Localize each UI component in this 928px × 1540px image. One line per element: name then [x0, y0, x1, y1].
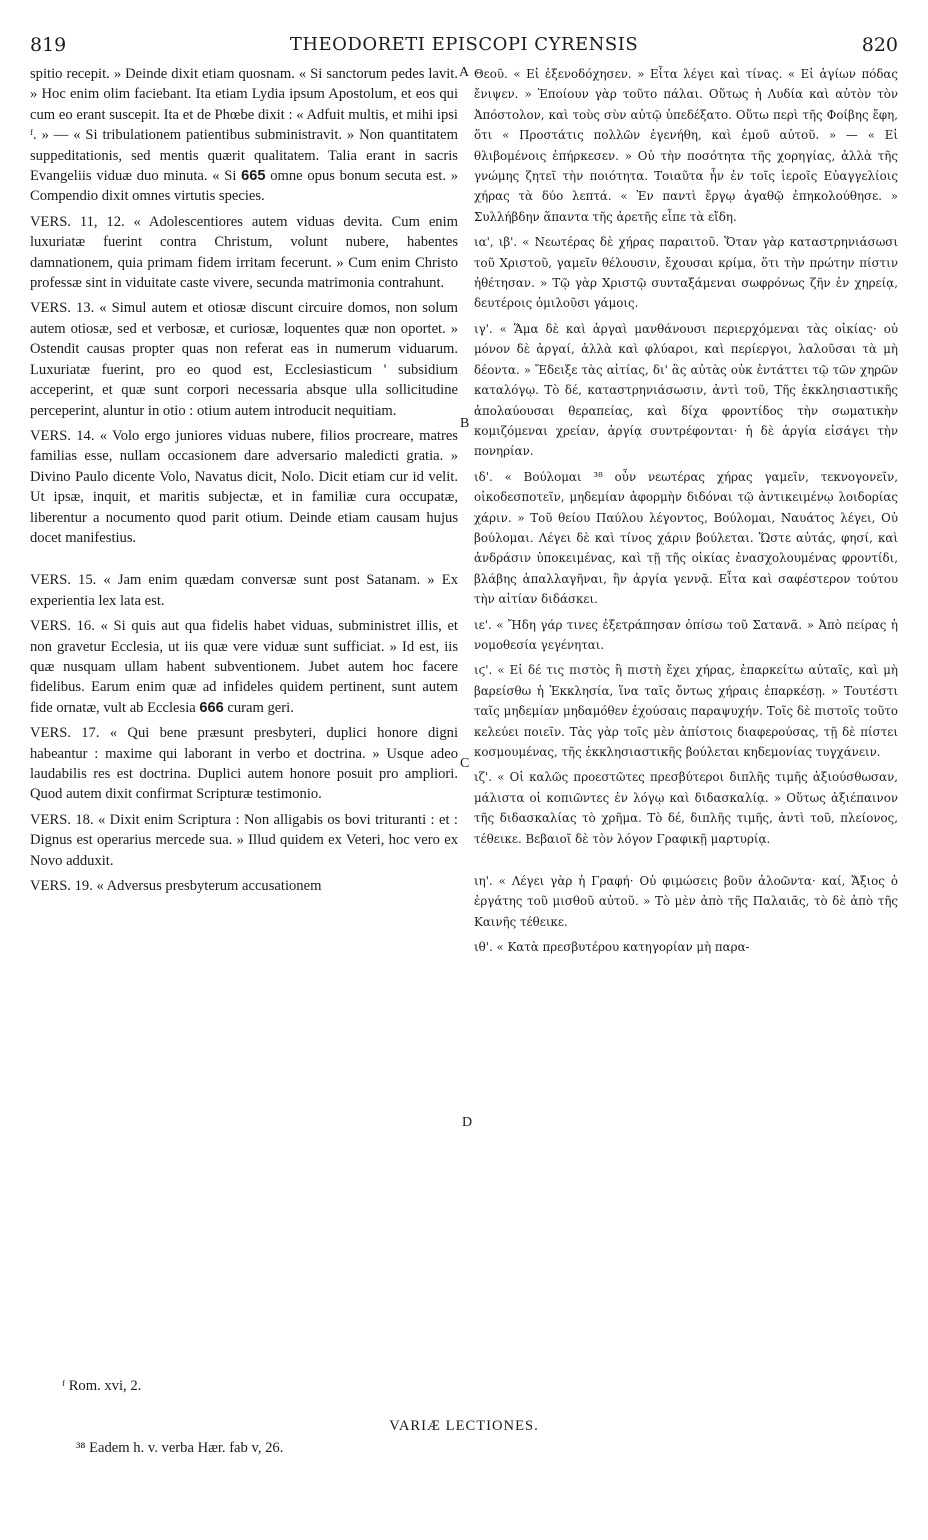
running-title: THEODORETI EPISCOPI CYRENSIS: [289, 34, 639, 55]
greek-paragraph: ια', ιβ'. « Νεωτέρας δὲ χήρας παραιτοῦ. Ὅταν γὰρ καταστρηνιάσωσι τοῦ Χριστοῦ, γαμεῖν θέλουσιν, ἔχουσαι κρίμα, ὅτι τὴν πρώτην πίστιν ἠθέτησαν. » Τῷ γὰρ Χριστῷ συνταξάμεναι σωφρόνως ζῆν ἐν χηρείᾳ, δευτέροις ὁμιλοῦσι γάμοις.: [474, 235, 898, 311]
margin-marker-c: C: [460, 756, 470, 771]
greek-paragraph: ιη'. « Λέγει γὰρ ἡ Γραφή· Οὐ φιμώσεις βοῦν ἀλοῶντα· καί, Ἄξιος ὁ ἐργάτης τοῦ μισθοῦ αὐτοῦ. » Τὸ μὲν ἀπὸ τῆς Παλαιᾶς, τὸ δὲ ἀπὸ τῆς Καινῆς τέθεικε.: [474, 874, 898, 929]
latin-column: [30, 64, 458, 896]
latin-paragraph: VERS. 15. « Jam enim quædam conversæ sunt post Satanam. » Ex experientia lex lata est.: [30, 572, 458, 609]
latin-paragraph: VERS. 11, 12. « Adolescentiores autem viduas devita. Cum enim luxuriatæ fuerint contra Christum, volunt nubere, habentes damnationem, quia primam fidem irritam fecerunt. » Cum enim Christo professæ sint in viduitate caste vivere, secunda matrimonia contrahunt.: [30, 213, 458, 292]
greek-paragraph: ιδ'. « Βούλομαι ³⁸ οὖν νεωτέρας χήρας γαμεῖν, τεκνογονεῖν, οἰκοδεσποτεῖν, μηδεμίαν ἀφορμὴν διδόναι τῷ ἀντικειμένῳ λοιδορίας χάριν. » Τοῦ θείου Παύλου λέγοντος, Βούλομαι, Ναυάτος λέγει, Οὐ βούλομαι. Λέγει δὲ καὶ τίνος χάριν βούλεται. Ὥστε αὐτάς, φησί, καὶ ἀνδράσιν ὑποκειμένας, καὶ τῇ τῆς οἰκίας ἐνασχολουμένας φροντίδι, βλάβης ἀπαλλαγῆναι, ἣν ἀργία γεννᾷ. Εἶτα καὶ σαφέστερον τούτου τὴν αἰτίαν διδάσκει.: [474, 469, 898, 607]
latin-paragraph: VERS. 18. « Dixit enim Scriptura : Non alligabis os bovi trituranti : et : Dignus est operarius mercede sua. » Illud quidem ex Veteri, hoc vero ex Novo adduxit.: [30, 811, 458, 869]
greek-paragraph: ιε'. « Ἤδη γάρ τινες ἐξετράπησαν ὀπίσω τοῦ Σατανᾶ. » Ἀπὸ πείρας ἡ νομοθεσία γεγένηται.: [474, 617, 898, 652]
page-number-right: 820: [861, 34, 898, 56]
latin-paragraph: VERS. 17. « Qui bene præsunt presbyteri, duplici honore digni habeantur : maxime qui laborant in verbo et doctrina. » Usque adeo laudabilis res est doctrina. Duplici autem honore posuit pro ampliori. Quod autem dixit confirmat Scripturæ testimonio.: [30, 725, 458, 803]
footnote: ᶠ Rom. xvi, 2.: [62, 1378, 142, 1394]
variae-lectiones-note: ³⁸ Eadem h. v. verba Hær. fab v, 26.: [76, 1440, 284, 1456]
column-number-665: 665: [241, 168, 266, 185]
column-number-666: 666: [199, 699, 224, 716]
latin-paragraph: VERS. 13. « Simul autem et otiosæ discunt circuire domos, non solum autem otiosæ, sed et verbosæ, et curiosæ, loquentes quæ non oportet. » Ostendit causas propter quas non referat eas in numerum viduarum. Luxuriatæ fuerint, pro eo quod est, Ecclesiasticum ' subsidium acceperint, et quæ sunt corpori necessaria absque ulla sollicitudine perceperint, aluntur in otio : otium autem introducit nequitiam.: [30, 300, 458, 419]
greek-paragraph: Θεοῦ. « Εἰ ἐξενοδόχησεν. » Εἶτα λέγει καὶ τίνας. « Εἰ ἁγίων πόδας ἔνιψεν. » Ἐποίουν γὰρ τοῦτο πάλαι. Οὕτως ἡ Λυδία καὶ αὐτὸν τὸν Ἀπόστολον, καὶ τοὺς σὺν αὐτῷ ὑπεδέξατο. Οὕτω περὶ τῆς Φοίβης ἔφη, ὅτι « Προστάτις πολλῶν ἐγενήθη, καὶ ἐμοῦ αὐτοῦ. » — « Εἰ θλιβομένοις ἐπήρκεσεν. » Οὐ τὴν ποσότητα τῆς χορηγίας, ἀλλὰ τῆς γνώμης ζητεῖ τὴν ποιότητα. Τοιαῦτα ἦν ἐν τοῖς ἱεροῖς Εὐαγγελίοις χήρας τὰ δύο λεπτά. « Ἐν παντὶ ἔργῳ ἀγαθῷ ἐπηκολούθησε. » Συλλήβδην ἅπαντα τῆς ἀρετῆς εἶπε τὰ εἴδη.: [474, 67, 898, 224]
latin-paragraph: VERS. 19. « Adversus presbyterum accusationem: [30, 878, 322, 895]
greek-paragraph: ιγ'. « Ἅμα δὲ καὶ ἀργαὶ μανθάνουσι περιερχόμεναι τὰς οἰκίας· οὐ μόνον δὲ ἀργαί, ἀλλὰ καὶ φλύαροι, καὶ περίεργοι, λαλοῦσαι τὰ μὴ δέοντα. » Ἔδειξε τὰς αἰτίας, δι' ἃς αὐτὰς οὐκ ἐντάττει τῷ τῶν χηρῶν καταλόγῳ. Τὸ δέ, καταστρηνιάσωσιν, ἀντὶ τοῦ, Τῆς ἐκκλησιαστικῆς ἀπολαύουσαι θεραπείας, καὶ δίχα φροντίδος τὴν σωματικὴν κομιζόμεναι χρείαν, ἀργίᾳ συντρέφονται· ἡ δὲ ἀργία εἰσάγει τὴν πονηρίαν.: [474, 321, 898, 459]
greek-paragraph: ιθ'. « Κατὰ πρεσβυτέρου κατηγορίαν μὴ παρα-: [474, 940, 750, 955]
greek-column: [474, 64, 898, 958]
latin-paragraph: spitio recepit. » Deinde dixit etiam quosnam. « Si sanctorum pedes lavit. » Hoc enim olim faciebant. Ita etiam Lydia ipsum Apostolum, et eos qui cum eo erant suscepit. Ita et de Phœbe dixit : « Adfuit multis, et mihi ipsi ᶠ. » — « Si tribulationem patientibus subministravit. » Non quantitatem suppeditationis, sed mentis quærit qualitatem. Talia erant in sacris Evangeliis viduæ duo minuta. « Si 665 omne opus bonum secuta est. » Compendio dixit omnes virtutis species.: [30, 66, 458, 205]
latin-paragraph: VERS. 16. « Si quis aut qua fidelis habet viduas, subministret illis, et non gravetur Ecclesia, ut iis quæ vere viduæ sunt sufficiat. » Id est, iis quæ nusquam ullam habent subventionem. Jubet autem hoc facere fidelibus. Earum enim quæ ad infideles quidem pertinent, sunt autem fide ornatæ, vult ab Ecclesia 666 curam geri.: [30, 618, 458, 716]
margin-marker-d: D: [462, 1115, 473, 1130]
page-number-left: 819: [30, 34, 67, 56]
latin-paragraph: VERS. 14. « Volo ergo juniores viduas nubere, filios procreare, matres familias esse, nullam occasionem dare adversario maledicti gratia. » Divino Paulo dicente Volo, Navatus dicit, Nolo. Dicit etiam cur id velit. Ut ipsæ, inquit, et maritis subjectæ, et in familiæ cura occupatæ, liberentur a nocumento quod parit otium. Deinde etiam causam hujus docet manifestius.: [30, 427, 458, 546]
page-header: [30, 34, 898, 60]
margin-marker-b: B: [460, 416, 470, 431]
margin-marker-a: A: [459, 65, 470, 80]
greek-paragraph: ιϛ'. « Εἰ δέ τις πιστὸς ἢ πιστὴ ἔχει χήρας, ἐπαρκείτω αὐταῖς, καὶ μὴ βαρείσθω ἡ Ἐκκλησία, ἵνα ταῖς ὄντως χήραις ἐπαρκέσῃ. » Τουτέστι ταῖς μηδεμίαν μηδαμόθεν ἐχούσαις παραψυχήν. Τοῖς δὲ πιστοῖς τοῦτο κελεύει ποιεῖν. Τὰς γὰρ τοῖς μὲν ἀπίστοις διαφερούσας, τῇ δὲ πίστει κοσμουμένας, τῆς ἐκκλησιαστικῆς βούλεται κηδεμονίας τυγχάνειν.: [474, 663, 898, 759]
variae-lectiones-heading: VARIÆ LECTIONES.: [389, 1418, 539, 1434]
greek-paragraph: ιζ'. « Οἱ καλῶς προεστῶτες πρεσβύτεροι διπλῆς τιμῆς ἀξιούσθωσαν, μάλιστα οἱ κοπιῶντες ἐν λόγῳ καὶ διδασκαλίᾳ. » Οὕτως ἀξιέπαινον τῆς διδασκαλίας τὸ χρῆμα. Τὸ δέ, διπλῆς τιμῆς, ἀντὶ τοῦ, πλείονος, τέθεικε. Βεβαιοῖ δὲ τὸν λόγον Γραφικῇ μαρτυρίᾳ.: [474, 770, 898, 846]
